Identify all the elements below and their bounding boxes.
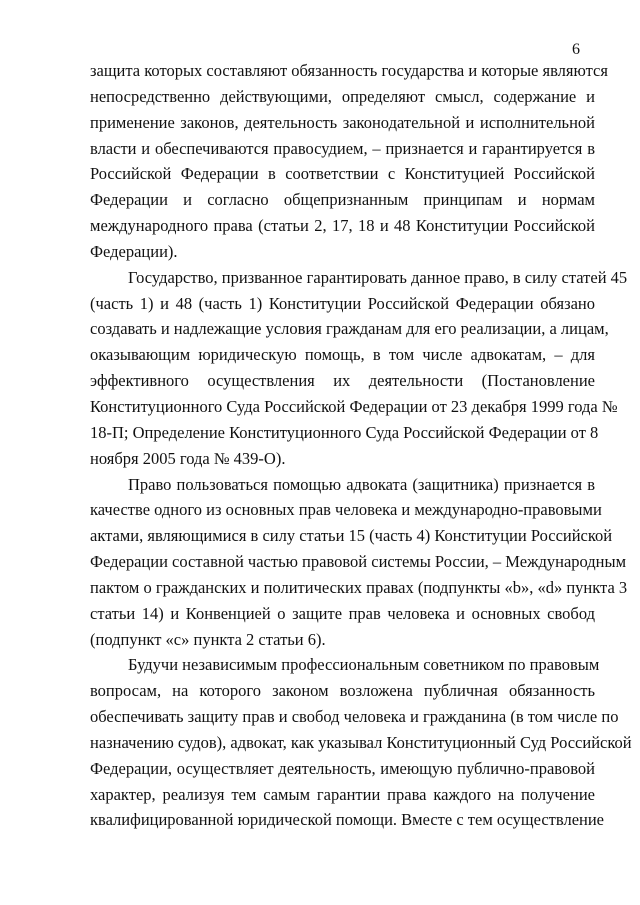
text-line: применение законов, деятельность законодательной и исполнительной [90, 112, 595, 132]
text-line: квалифицированной юридической помощи. Вместе с тем осуществление [90, 810, 604, 830]
text-line: Государство, призванное гарантировать данное право, в силу статей 45 [128, 267, 628, 287]
text-line: статьи 14) и Конвенцией о защите прав человека и основных свобод [90, 603, 595, 623]
text-line: международного права (статьи 2, 17, 18 и 48 Конституции Российской [90, 216, 595, 236]
text-line: оказывающим юридическую помощь, в том числе адвокатам, – для [90, 345, 595, 365]
text-line: характер, реализуя тем самым гарантии права каждого на получение [90, 784, 595, 804]
text-line: ноября 2005 года № 439-О). [90, 448, 286, 468]
text-line: Федерации составной частью правовой системы России, – Международным [90, 552, 627, 572]
text-line: 18-П; Определение Конституционного Суда Российской Федерации от 8 [90, 422, 599, 442]
text-line: власти и обеспечиваются правосудием, – признается и гарантируется в [90, 138, 595, 158]
text-line: Право пользоваться помощью адвоката (защитника) признается в [128, 474, 595, 494]
text-line: эффективного осуществления их деятельности (Постановление [90, 371, 595, 391]
text-line: актами, являющимися в силу статьи 15 (часть 4) Конституции Российской [90, 526, 613, 546]
text-line: качестве одного из основных прав человека и международно-правовыми [90, 500, 602, 520]
text-line: защита которых составляют обязанность государства и которые являются [90, 61, 608, 80]
text-line: Конституционного Суда Российской Федерации от 23 декабря 1999 года № [90, 396, 618, 416]
paragraph [90, 652, 632, 833]
text-line: пактом о гражданских и политических правах (подпункты «b», «d» пункта 3 [90, 577, 628, 597]
text-line: Федерации). [90, 241, 178, 261]
text-line: (часть 1) и 48 (часть 1) Конституции Российской Федерации обязано [90, 293, 595, 313]
text-line: непосредственно действующими, определяют смысл, содержание и [90, 86, 595, 106]
paragraph [90, 472, 628, 653]
paragraph-continuation [90, 58, 608, 265]
text-line: Федерации и согласно общепризнанным принципам и нормам [90, 190, 595, 210]
text-line: обеспечивать защиту прав и свобод человека и гражданина (в том числе по [90, 707, 619, 727]
text-line: Российской Федерации в соответствии с Конституцией Российской [90, 164, 595, 184]
text-line: назначению судов), адвокат, как указывал Конституционный Суд Российской [90, 732, 632, 752]
text-line: (подпункт «c» пункта 2 статьи 6). [90, 629, 326, 649]
text-line: создавать и надлежащие условия гражданам для его реализации, а лицам, [90, 319, 609, 339]
page-number: 6 [572, 41, 580, 58]
text-line: Федерации, осуществляет деятельность, имеющую публично-правовой [90, 758, 595, 778]
document-body [90, 58, 632, 833]
text-line: вопросам, на которого законом возложена публичная обязанность [90, 681, 595, 701]
paragraph [90, 265, 628, 472]
text-line: Будучи независимым профессиональным советником по правовым [128, 655, 600, 675]
